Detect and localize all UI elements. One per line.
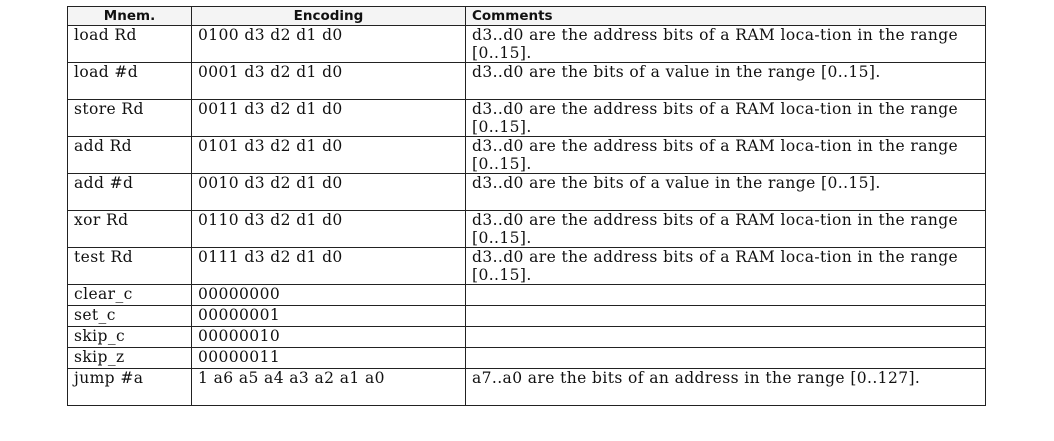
mnemonic-cell: load Rd bbox=[68, 26, 192, 63]
header-comments: Comments bbox=[466, 7, 986, 26]
comment-cell: d3..d0 are the bits of a value in the range [0..15]. bbox=[466, 174, 986, 211]
mnemonic-cell: clear_c bbox=[68, 285, 192, 306]
table-row bbox=[68, 306, 986, 327]
mnemonic-cell: skip_z bbox=[68, 348, 192, 369]
header-encoding: Encoding bbox=[192, 7, 466, 26]
comment-cell: a7..a0 are the bits of an address in the range [0..127]. bbox=[466, 369, 986, 406]
mnemonic-cell: add Rd bbox=[68, 137, 192, 174]
mnemonic-cell: add #d bbox=[68, 174, 192, 211]
comment-cell: d3..d0 are the address bits of a RAM loca-tion in the range [0..15]. bbox=[466, 100, 986, 137]
encoding-cell: 1 a6 a5 a4 a3 a2 a1 a0 bbox=[192, 369, 466, 406]
table-row bbox=[68, 174, 986, 211]
table-row bbox=[68, 248, 986, 285]
comment-cell: d3..d0 are the address bits of a RAM loca-tion in the range [0..15]. bbox=[466, 211, 986, 248]
comment-cell: d3..d0 are the bits of a value in the range [0..15]. bbox=[466, 63, 986, 100]
mnemonic-cell: jump #a bbox=[68, 369, 192, 406]
mnemonic-cell: store Rd bbox=[68, 100, 192, 137]
encoding-cell: 0010 d3 d2 d1 d0 bbox=[192, 174, 466, 211]
mnemonic-cell: skip_c bbox=[68, 327, 192, 348]
table-row bbox=[68, 63, 986, 100]
instruction-set-table bbox=[67, 6, 986, 406]
encoding-cell: 00000001 bbox=[192, 306, 466, 327]
encoding-cell: 0110 d3 d2 d1 d0 bbox=[192, 211, 466, 248]
encoding-cell: 0101 d3 d2 d1 d0 bbox=[192, 137, 466, 174]
table-row bbox=[68, 348, 986, 369]
header-mnemonic: Mnem. bbox=[68, 7, 192, 26]
mnemonic-cell: test Rd bbox=[68, 248, 192, 285]
table-row bbox=[68, 137, 986, 174]
table-row bbox=[68, 369, 986, 406]
mnemonic-cell: load #d bbox=[68, 63, 192, 100]
mnemonic-cell: set_c bbox=[68, 306, 192, 327]
comment-cell bbox=[466, 348, 986, 369]
comment-cell: d3..d0 are the address bits of a RAM loca-tion in the range [0..15]. bbox=[466, 26, 986, 63]
comment-cell bbox=[466, 306, 986, 327]
comment-cell bbox=[466, 327, 986, 348]
table-header-row bbox=[68, 7, 986, 26]
table-row bbox=[68, 327, 986, 348]
mnemonic-cell: xor Rd bbox=[68, 211, 192, 248]
encoding-cell: 0001 d3 d2 d1 d0 bbox=[192, 63, 466, 100]
comment-cell: d3..d0 are the address bits of a RAM loca-tion in the range [0..15]. bbox=[466, 137, 986, 174]
table-row bbox=[68, 285, 986, 306]
table-row bbox=[68, 211, 986, 248]
encoding-cell: 0011 d3 d2 d1 d0 bbox=[192, 100, 466, 137]
encoding-cell: 0111 d3 d2 d1 d0 bbox=[192, 248, 466, 285]
comment-cell: d3..d0 are the address bits of a RAM loca-tion in the range [0..15]. bbox=[466, 248, 986, 285]
encoding-cell: 0100 d3 d2 d1 d0 bbox=[192, 26, 466, 63]
encoding-cell: 00000010 bbox=[192, 327, 466, 348]
instruction-table-container bbox=[67, 6, 985, 406]
table-row bbox=[68, 26, 986, 63]
table-row bbox=[68, 100, 986, 137]
encoding-cell: 00000011 bbox=[192, 348, 466, 369]
comment-cell bbox=[466, 285, 986, 306]
encoding-cell: 00000000 bbox=[192, 285, 466, 306]
